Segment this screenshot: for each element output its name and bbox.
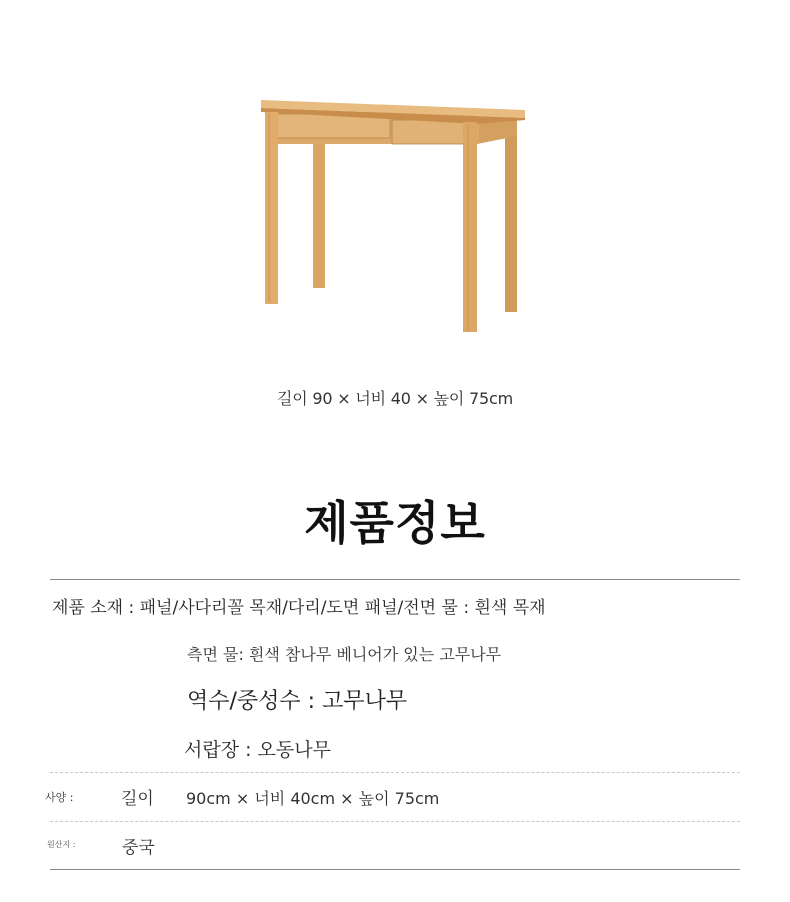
- material-line-drawer: 서랍장 : 오동나무: [184, 739, 331, 761]
- spec-sublabel: 길이: [121, 789, 154, 809]
- material-line-side: 측면 물: 흰색 참나무 베니어가 있는 고무나무: [187, 645, 502, 664]
- material-line-main: 제품 소재 : 패널/사다리꼴 목재/다리/도면 패널/전면 물 : 흰색 목재: [52, 598, 546, 618]
- desk-back-right-leg: [505, 132, 517, 312]
- origin-label: 원산지 :: [47, 840, 76, 849]
- desk-product-image: [255, 92, 535, 342]
- spec-divider: [50, 772, 740, 773]
- dimensions-caption: 길이 90 × 너비 40 × 높이 75cm: [276, 389, 513, 408]
- desk-back-left-leg: [313, 132, 325, 288]
- origin-divider: [50, 821, 740, 822]
- desk-drawer-right: [392, 120, 464, 144]
- bottom-divider: [50, 869, 740, 870]
- top-divider: [50, 579, 740, 580]
- desk-front-left-leg: [265, 112, 278, 304]
- spec-value: 90cm × 너비 40cm × 높이 75cm: [186, 789, 440, 808]
- desk-front-right-leg: [463, 122, 477, 332]
- origin-value: 중국: [122, 838, 155, 858]
- spec-label: 사양 :: [45, 791, 74, 804]
- section-title: 제품정보: [304, 496, 486, 550]
- material-line-frame: 역수/중성수 : 고무나무: [187, 689, 408, 714]
